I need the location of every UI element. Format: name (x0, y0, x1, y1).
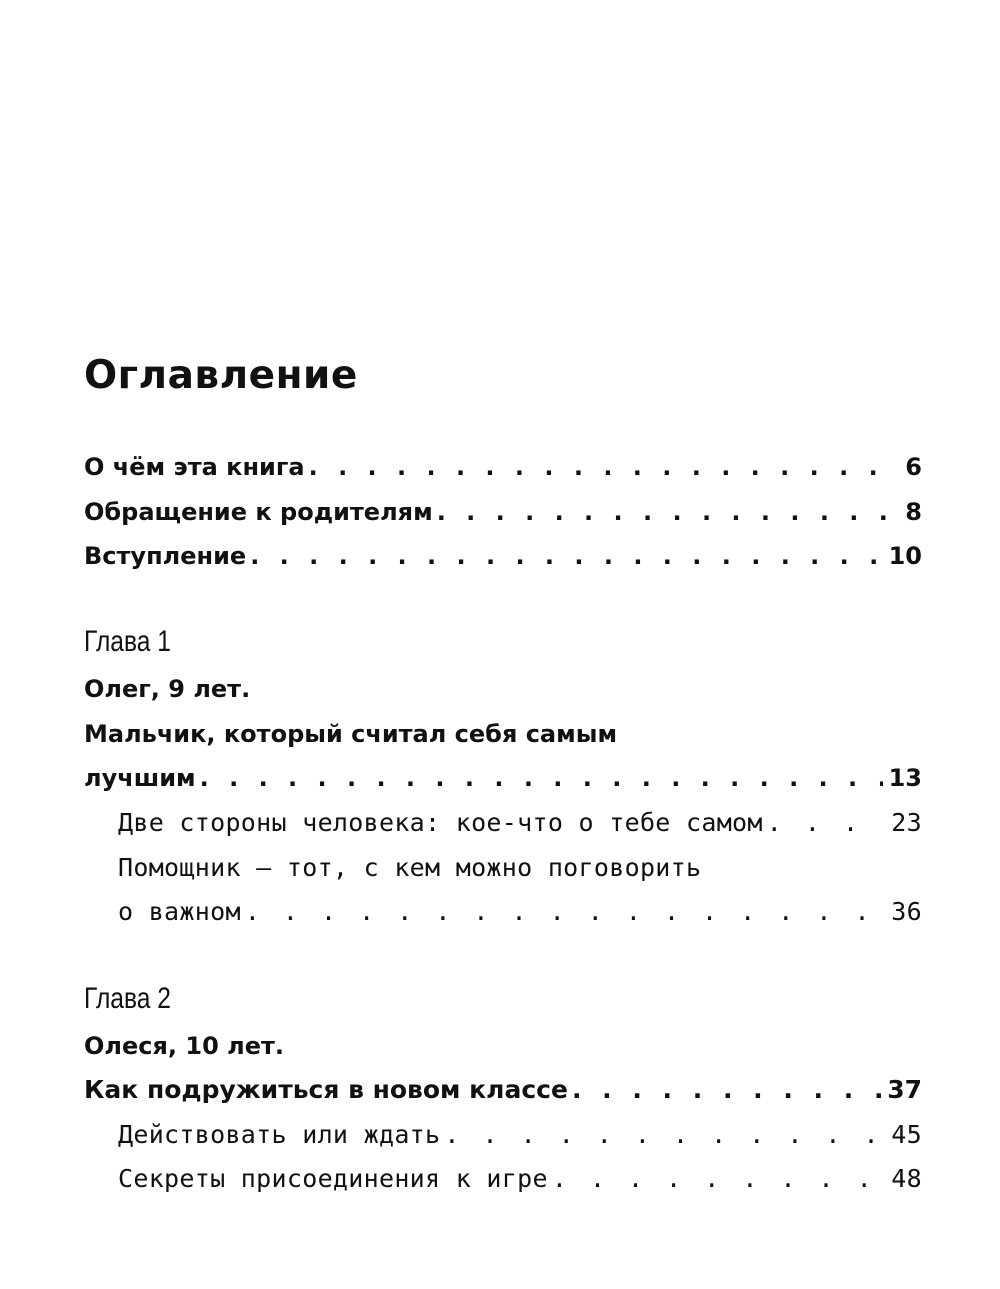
chapter-1-heading: Олег, 9 лет. (84, 675, 251, 703)
leader-dots (245, 890, 885, 934)
toc-section-label: Две стороны человека: кое-что о тебе самом (118, 808, 763, 837)
toc-title: Оглавление (84, 353, 358, 398)
leader-dots (552, 1157, 885, 1201)
toc-entry-page: 8 (905, 498, 922, 526)
chapter-1-label: Глава 1 (84, 625, 171, 658)
toc-entry-page: 6 (905, 453, 922, 481)
toc-entry-page: 10 (888, 542, 922, 570)
toc-entry-chapter-1 (84, 756, 922, 800)
toc-entry-page: 37 (887, 1075, 922, 1104)
toc-entry-about-book (84, 445, 922, 489)
toc-entry-label: Как подружиться в новом классе (84, 1075, 568, 1104)
toc-section-page: 45 (891, 1120, 922, 1149)
toc-section-two-sides (118, 801, 922, 845)
toc-entry-chapter-2 (84, 1068, 922, 1112)
chapter-2-heading: Олеся, 10 лет. (84, 1032, 285, 1060)
toc-section-helper-line1: Помощник — тот, с кем можно поговорить (118, 853, 702, 882)
toc-section-page: 48 (891, 1164, 922, 1193)
leader-dots (572, 1068, 881, 1112)
leader-dots (309, 445, 900, 489)
toc-entry-page: 13 (888, 764, 922, 792)
toc-section-label: о важном (118, 897, 241, 926)
toc-entry-label: Обращение к родителям (84, 498, 433, 526)
toc-entry-label: О чём эта книга (84, 453, 305, 481)
toc-entry-label: лучшим (84, 764, 196, 792)
toc-section-act-or-wait (118, 1113, 922, 1157)
toc-entry-label: Вступление (84, 542, 247, 570)
chapter-2-label: Глава 2 (84, 982, 171, 1015)
toc-section-page: 23 (891, 808, 922, 837)
toc-entry-parents (84, 490, 922, 534)
toc-section-page: 36 (891, 897, 922, 926)
toc-section-helper (118, 890, 922, 934)
chapter-1-title-line1: Мальчик, который считал себя самым (84, 720, 618, 748)
leader-dots (444, 1113, 885, 1157)
toc-section-label: Действовать или ждать (118, 1120, 441, 1149)
toc-section-label: Секреты присоединения к игре (118, 1164, 548, 1193)
toc-entry-introduction (84, 534, 922, 578)
leader-dots (200, 756, 883, 800)
leader-dots (437, 490, 900, 534)
toc-section-join-game (118, 1157, 922, 1201)
leader-dots (250, 534, 882, 578)
leader-dots (767, 801, 886, 845)
